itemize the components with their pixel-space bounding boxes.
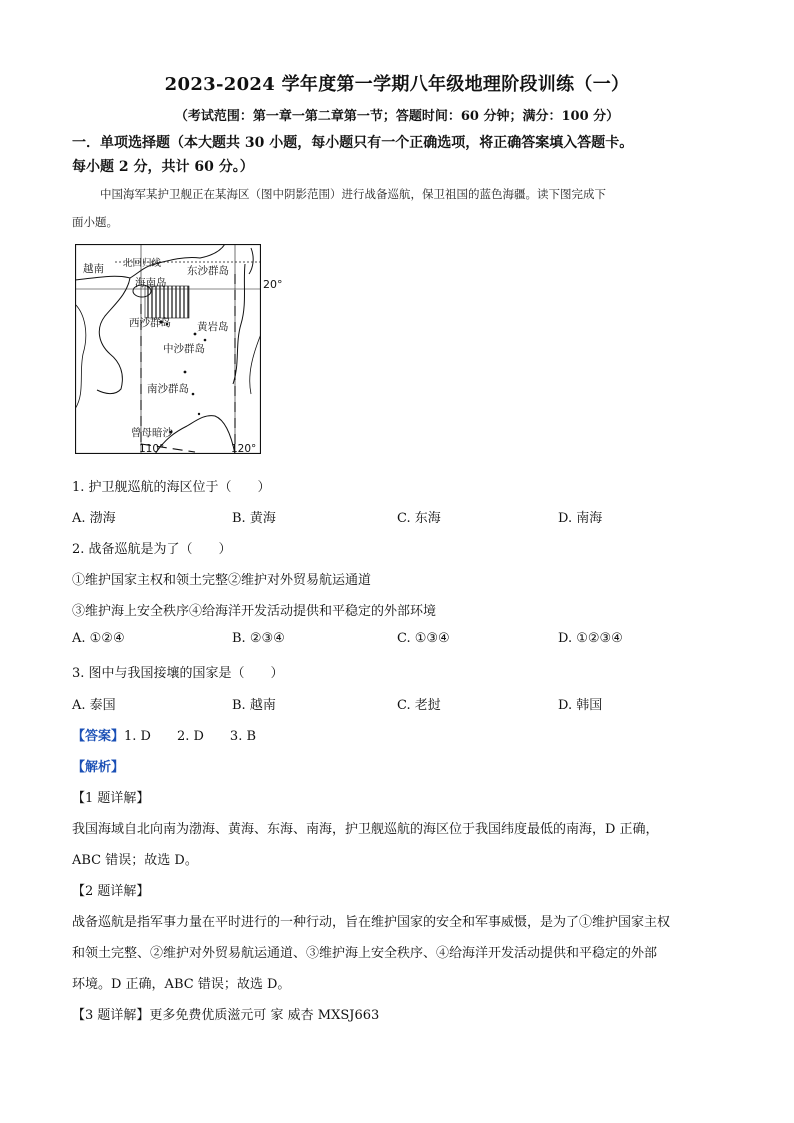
detail-3-title: 【3 题详解】 xyxy=(72,1008,150,1023)
q2-option-d: D. ①②③④ xyxy=(558,631,623,646)
page-title: 2023-2024 学年度第一学期八年级地理阶段训练（一） xyxy=(164,74,630,95)
question-3-stem: 3. 图中与我国接壤的国家是（ ） xyxy=(72,666,284,681)
answer-label: 【答案】 xyxy=(72,729,125,744)
label-tropic: 北回归线 xyxy=(123,258,162,269)
q1-option-b: B. 黄海 xyxy=(232,511,276,526)
q2-statement-line2: ③维护海上安全秩序④给海洋开发活动提供和平稳定的外部环境 xyxy=(72,604,437,619)
section-heading-line2: 每小题 2 分，共计 60 分。） xyxy=(72,159,254,175)
q3-option-c: C. 老挝 xyxy=(397,698,441,713)
label-dongsha: 东沙群岛 xyxy=(187,265,229,277)
q1-option-d: D. 南海 xyxy=(558,511,603,526)
label-huangyan: 黄岩岛 xyxy=(197,321,229,333)
intro-line1: 中国海军某护卫舰正在某海区（图中阴影范围）进行战备巡航，保卫祖国的蓝色海疆。读下图完成下 xyxy=(100,187,606,201)
q3-option-d: D. 韩国 xyxy=(558,698,603,713)
detail-1-title: 【1 题详解】 xyxy=(72,791,150,806)
detail-2-line2: 和领土完整、②维护对外贸易航运通道、③维护海上安全秩序、④给海洋开发活动提供和平稳定的外部 xyxy=(72,946,658,961)
answer-text: 1. D 2. D 3. B xyxy=(124,729,257,744)
patrol-area xyxy=(145,286,189,318)
q1-option-a: A. 渤海 xyxy=(72,511,116,526)
q2-statement-line1: ①维护国家主权和领土完整②维护对外贸易航运通道 xyxy=(72,573,372,588)
detail-3-row xyxy=(72,1004,379,1023)
question-2-stem: 2. 战备巡航是为了（ ） xyxy=(72,542,232,557)
label-vietnam: 越南 xyxy=(83,263,104,275)
label-lon120: 120° xyxy=(231,443,257,454)
q2-option-b: B. ②③④ xyxy=(232,631,285,646)
question-1-stem: 1. 护卫舰巡航的海区位于（ ） xyxy=(72,480,271,495)
q2-option-a: A. ①②④ xyxy=(72,631,125,646)
label-lon110: 110° xyxy=(139,443,165,454)
detail-2-title: 【2 题详解】 xyxy=(72,884,150,899)
detail-1-line2: ABC 错误；故选 D。 xyxy=(72,853,198,868)
intro-line2: 面小题。 xyxy=(72,215,118,229)
label-nansha: 南沙群岛 xyxy=(147,383,189,395)
label-zengmu: 曾母暗沙 xyxy=(131,427,173,439)
south-china-sea-map xyxy=(75,244,261,454)
label-lat20: 20° xyxy=(263,278,283,291)
exam-scope: （考试范围：第一章一第二章第一节；答题时间：60 分钟；满分：100 分） xyxy=(174,109,620,124)
q3-option-a: A. 泰国 xyxy=(72,698,116,713)
detail-2-line3: 环境。D 正确，ABC 错误；故选 D。 xyxy=(72,977,291,992)
q1-option-c: C. 东海 xyxy=(397,511,441,526)
q2-option-c: C. ①③④ xyxy=(397,631,450,646)
section-heading-line1: 一．单项选择题（本大题共 30 小题，每小题只有一个正确选项，将正确答案填入答题卡。 xyxy=(72,135,634,151)
detail-1-line1: 我国海域自北向南为渤海、黄海、东海、南海，护卫舰巡航的海区位于我国纬度最低的南海，D 正确， xyxy=(72,822,659,837)
label-zhongsha: 中沙群岛 xyxy=(163,343,205,355)
detail-3-tail: 更多免费优质滋元可 家 威杏 MXSJ663 xyxy=(149,1008,380,1023)
label-hainan: 海南岛 xyxy=(135,277,167,289)
detail-2-line1: 战备巡航是指军事力量在平时进行的一种行动，旨在维护国家的安全和军事威慑，是为了①维护国家主权 xyxy=(72,915,671,930)
label-xisha: 西沙群岛 xyxy=(129,317,171,329)
analysis-label: 【解析】 xyxy=(72,760,125,775)
answer-row xyxy=(72,725,256,744)
q3-option-b: B. 越南 xyxy=(232,698,276,713)
